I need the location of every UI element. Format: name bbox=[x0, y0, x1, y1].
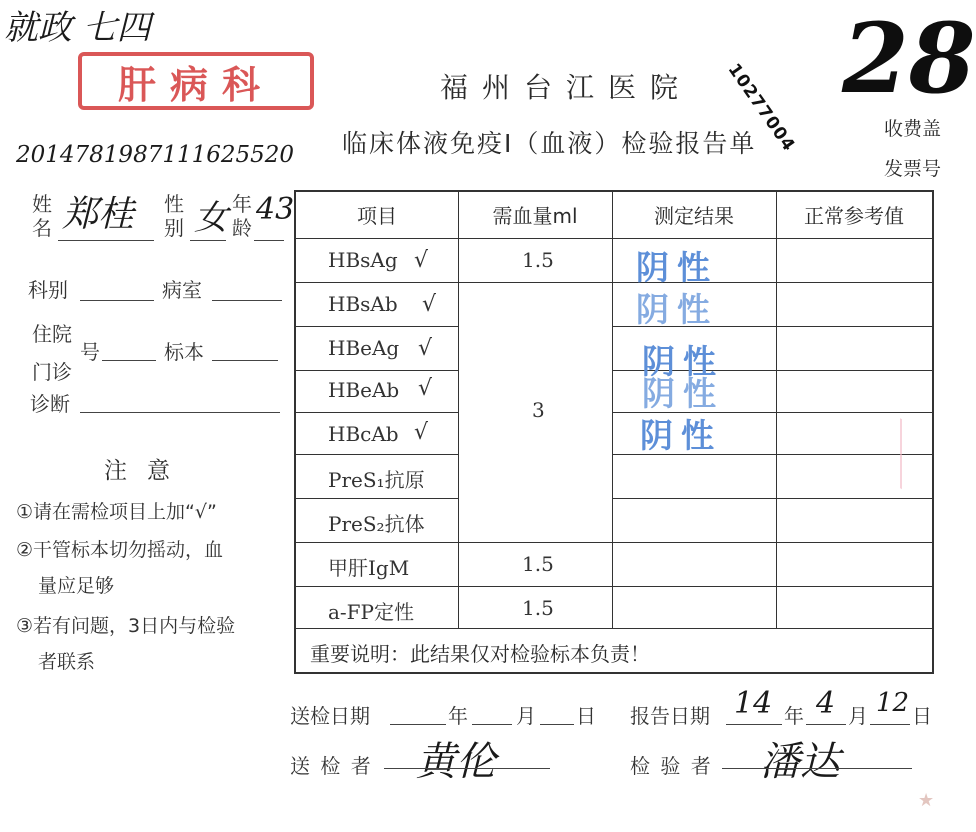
serial-seal-number: 10277004 bbox=[723, 60, 799, 156]
item-pres1: PreS₁抗原 bbox=[328, 468, 425, 492]
inspector-signature: 潘达 bbox=[760, 739, 840, 785]
table-row-divider bbox=[296, 326, 458, 327]
table-row-divider bbox=[296, 498, 458, 499]
header-result: 测定结果 bbox=[654, 204, 734, 228]
item-hav-igm: 甲肝IgM bbox=[328, 556, 410, 580]
table-row-divider bbox=[296, 542, 932, 543]
number-field bbox=[102, 360, 156, 361]
send-year-field bbox=[390, 724, 446, 725]
notes-title: 注意 bbox=[104, 458, 190, 484]
header-volume: 需血量ml bbox=[492, 204, 578, 228]
volume-hav-igm: 1.5 bbox=[522, 552, 554, 576]
result-hbeag: 阴性 bbox=[642, 342, 724, 381]
name-label: 姓 名 bbox=[32, 192, 52, 240]
sender-label: 送 检 者 bbox=[290, 754, 373, 778]
report-date-label: 报告日期 bbox=[630, 704, 710, 728]
handwritten-id: 2014781987111625520 bbox=[16, 142, 295, 168]
send-month-label: 月 bbox=[516, 704, 536, 728]
result-hbsag: 阴性 bbox=[636, 248, 718, 287]
table-row-divider bbox=[612, 498, 932, 499]
note-2: ②干管标本切勿摇动，血 量应足够 bbox=[16, 539, 224, 597]
header-item: 项目 bbox=[357, 204, 397, 228]
item-hbsab: HBsAb bbox=[328, 292, 398, 316]
age-underline bbox=[254, 240, 284, 241]
fee-stamp-label: 收费盖 bbox=[884, 118, 942, 140]
watermark-star-icon: ★ bbox=[918, 790, 935, 811]
check-mark-hbcab: √ bbox=[414, 420, 429, 445]
note-1: ①请在需检项目上加“√” bbox=[16, 501, 217, 523]
name-value: 郑桂 bbox=[62, 194, 135, 235]
table-row-divider bbox=[296, 586, 932, 587]
table-row-divider bbox=[296, 238, 932, 239]
sex-underline bbox=[190, 240, 226, 241]
department-stamp: 肝病科 bbox=[78, 52, 314, 110]
item-hbsag: HBsAg bbox=[328, 248, 398, 272]
table-row-divider bbox=[296, 370, 458, 371]
age-value: 43 bbox=[256, 192, 295, 227]
item-hbeag: HBeAg bbox=[328, 336, 400, 360]
volume-hbsag: 1.5 bbox=[522, 248, 554, 272]
table-row-divider bbox=[296, 628, 932, 629]
sex-value: 女 bbox=[194, 198, 228, 238]
send-month-field bbox=[472, 724, 512, 725]
report-year-label: 年 bbox=[784, 704, 804, 728]
note-3: ③若有问题，3日内与检验 者联系 bbox=[16, 615, 236, 673]
result-hbsab: 阴性 bbox=[636, 290, 718, 329]
volume-afp: 1.5 bbox=[522, 596, 554, 620]
send-date-label: 送检日期 bbox=[290, 704, 370, 728]
item-pres2: PreS₂抗体 bbox=[328, 512, 425, 536]
report-year-value: 14 bbox=[734, 686, 773, 721]
inpatient-label: 住院 bbox=[32, 322, 72, 346]
specimen-label: 标本 bbox=[164, 340, 204, 364]
result-hbeab: 阴性 bbox=[642, 374, 724, 413]
check-mark-hbsab: √ bbox=[422, 292, 437, 317]
important-note: 重要说明：此结果仅对检验标本负责！ bbox=[310, 642, 650, 666]
item-hbcab: HBcAb bbox=[328, 422, 399, 446]
handwritten-number: 28 bbox=[842, 2, 976, 115]
number-label: 号 bbox=[80, 340, 100, 364]
send-day-label: 日 bbox=[576, 704, 596, 728]
diagnosis-field bbox=[80, 412, 280, 413]
item-hbeab: HBeAb bbox=[328, 378, 400, 402]
invoice-number-label: 发票号 bbox=[884, 158, 942, 180]
sender-signature: 黄伦 bbox=[416, 739, 496, 785]
table-col-divider bbox=[612, 192, 613, 628]
top-handwritten-note: 就政 七四 bbox=[4, 8, 151, 48]
name-underline bbox=[58, 240, 154, 241]
table-row-divider bbox=[458, 282, 612, 283]
header-reference: 正常参考值 bbox=[804, 204, 904, 228]
check-mark-hbsag: √ bbox=[414, 248, 429, 273]
dept-field bbox=[80, 300, 154, 301]
report-month-field bbox=[806, 724, 846, 725]
diagnosis-label: 诊断 bbox=[30, 392, 70, 416]
report-day-value: 12 bbox=[876, 688, 910, 718]
send-day-field bbox=[540, 724, 574, 725]
table-row-divider bbox=[296, 282, 458, 283]
result-table bbox=[294, 190, 934, 674]
report-day-field bbox=[870, 724, 910, 725]
report-year-field bbox=[726, 724, 782, 725]
age-label: 年 龄 bbox=[232, 192, 252, 240]
outpatient-label: 门诊 bbox=[32, 360, 72, 384]
dept-label: 科别 bbox=[28, 278, 68, 302]
send-year-label: 年 bbox=[448, 704, 468, 728]
ward-label: 病室 bbox=[162, 278, 202, 302]
hospital-name: 福州台江医院 bbox=[440, 71, 693, 104]
report-day-label: 日 bbox=[912, 704, 932, 728]
item-afp: a-FP定性 bbox=[328, 600, 415, 624]
table-row-divider bbox=[296, 454, 458, 455]
sex-label: 性 别 bbox=[164, 192, 184, 240]
check-mark-hbeag: √ bbox=[418, 336, 433, 361]
report-month-label: 月 bbox=[848, 704, 868, 728]
report-title: 临床体液免疫Ⅰ（血液）检验报告单 bbox=[342, 129, 757, 158]
report-month-value: 4 bbox=[816, 686, 836, 721]
table-col-divider bbox=[458, 192, 459, 628]
table-row-divider bbox=[296, 412, 458, 413]
check-mark-hbeab: √ bbox=[418, 376, 433, 401]
table-col-divider bbox=[776, 192, 777, 628]
sender-field bbox=[384, 768, 550, 769]
ward-field bbox=[212, 300, 282, 301]
volume-group: 3 bbox=[532, 398, 545, 422]
specimen-field bbox=[212, 360, 278, 361]
inspector-field bbox=[722, 768, 912, 769]
result-hbcab: 阴性 bbox=[640, 416, 722, 455]
inspector-label: 检 验 者 bbox=[630, 754, 713, 778]
